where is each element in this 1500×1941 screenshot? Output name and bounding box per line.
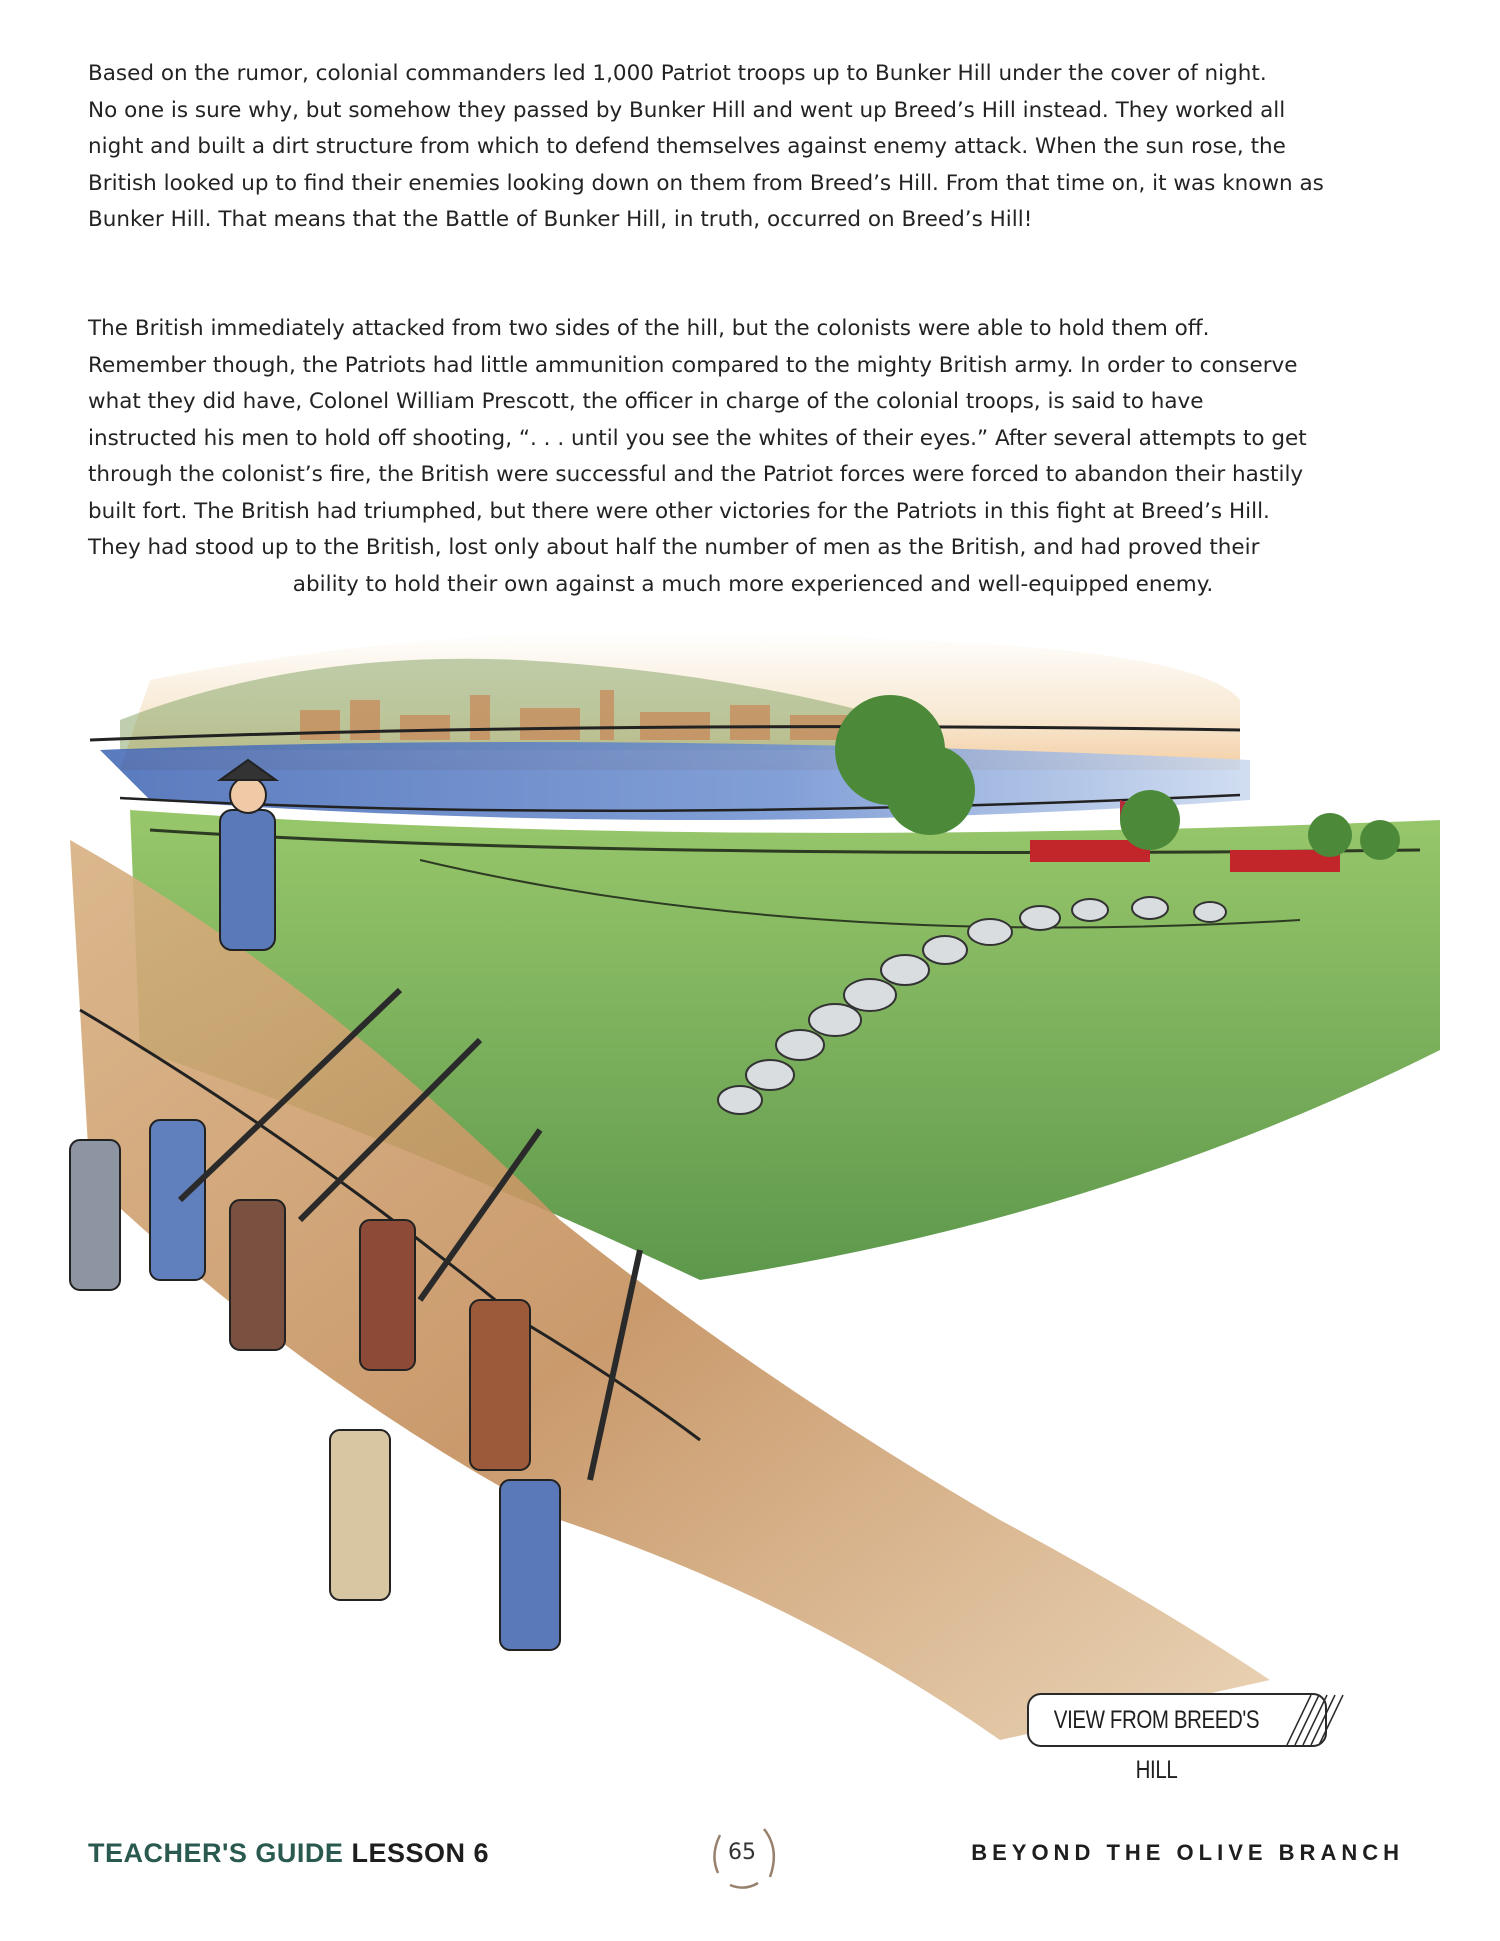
paragraph-line: Remember though, the Patriots had little ammunition compared to the mighty British army. In order to conserve [88, 352, 1298, 378]
paragraph-line: instructed his men to hold off shooting, “. . . until you see the whites of their eyes.” After several attempts to get [88, 425, 1307, 451]
hatch-decoration [1287, 1695, 1325, 1745]
paragraph-line: No one is sure why, but somehow they passed by Bunker Hill and went up Breed’s Hill instead. They worked all [88, 97, 1286, 123]
paragraph-line: They had stood up to the British, lost only about half the number of men as the British, and had proved their [88, 535, 1260, 560]
paragraph-line: Based on the rumor, colonial commanders led 1,000 Patriot troops up to Bunker Hill under the cover of night. [88, 61, 1267, 86]
book-title: BEYOND THE OLIVE BRANCH [971, 1840, 1404, 1865]
paragraph-line: Bunker Hill. That means that the Battle of Bunker Hill, in truth, occurred on Breed’s Hill! [88, 207, 1033, 232]
paragraph-line: ability to hold their own against a much more experienced and well-equipped enemy. [292, 571, 1214, 597]
paragraph-line: night and built a dirt structure from which to defend themselves against enemy attack. When the sun rose, the [88, 134, 1286, 159]
footer-series [88, 1838, 489, 1869]
paragraph-line: through the colonist’s fire, the British were successful and the Patriot forces were forced to abandon their hastily [88, 462, 1304, 487]
page-number: 65 [728, 1840, 756, 1865]
paragraph-1 [88, 56, 1418, 239]
paragraph-line: The British immediately attacked from two sides of the hill, but the colonists were able to hold them off. [88, 316, 1210, 341]
lesson-label: LESSON 6 [351, 1838, 490, 1868]
series-title: TEACHER'S GUIDE [88, 1838, 344, 1868]
paragraph-line: British looked up to find their enemies looking down on them from Breed’s Hill. From that time on, it was known as [88, 170, 1324, 196]
paragraph-2 [88, 311, 1418, 603]
paragraph-line: what they did have, Colonel William Prescott, the officer in charge of the colonial troops, is said to have [88, 389, 1204, 414]
caption-badge [1027, 1693, 1327, 1784]
caption-text: VIEW FROM BREED'S HILL [1053, 1706, 1260, 1784]
battle-illustration [0, 620, 1500, 1880]
paragraph-line: built fort. The British had triumphed, but there were other victories for the Patriots in this fight at Breed’s Hill. [88, 498, 1270, 524]
